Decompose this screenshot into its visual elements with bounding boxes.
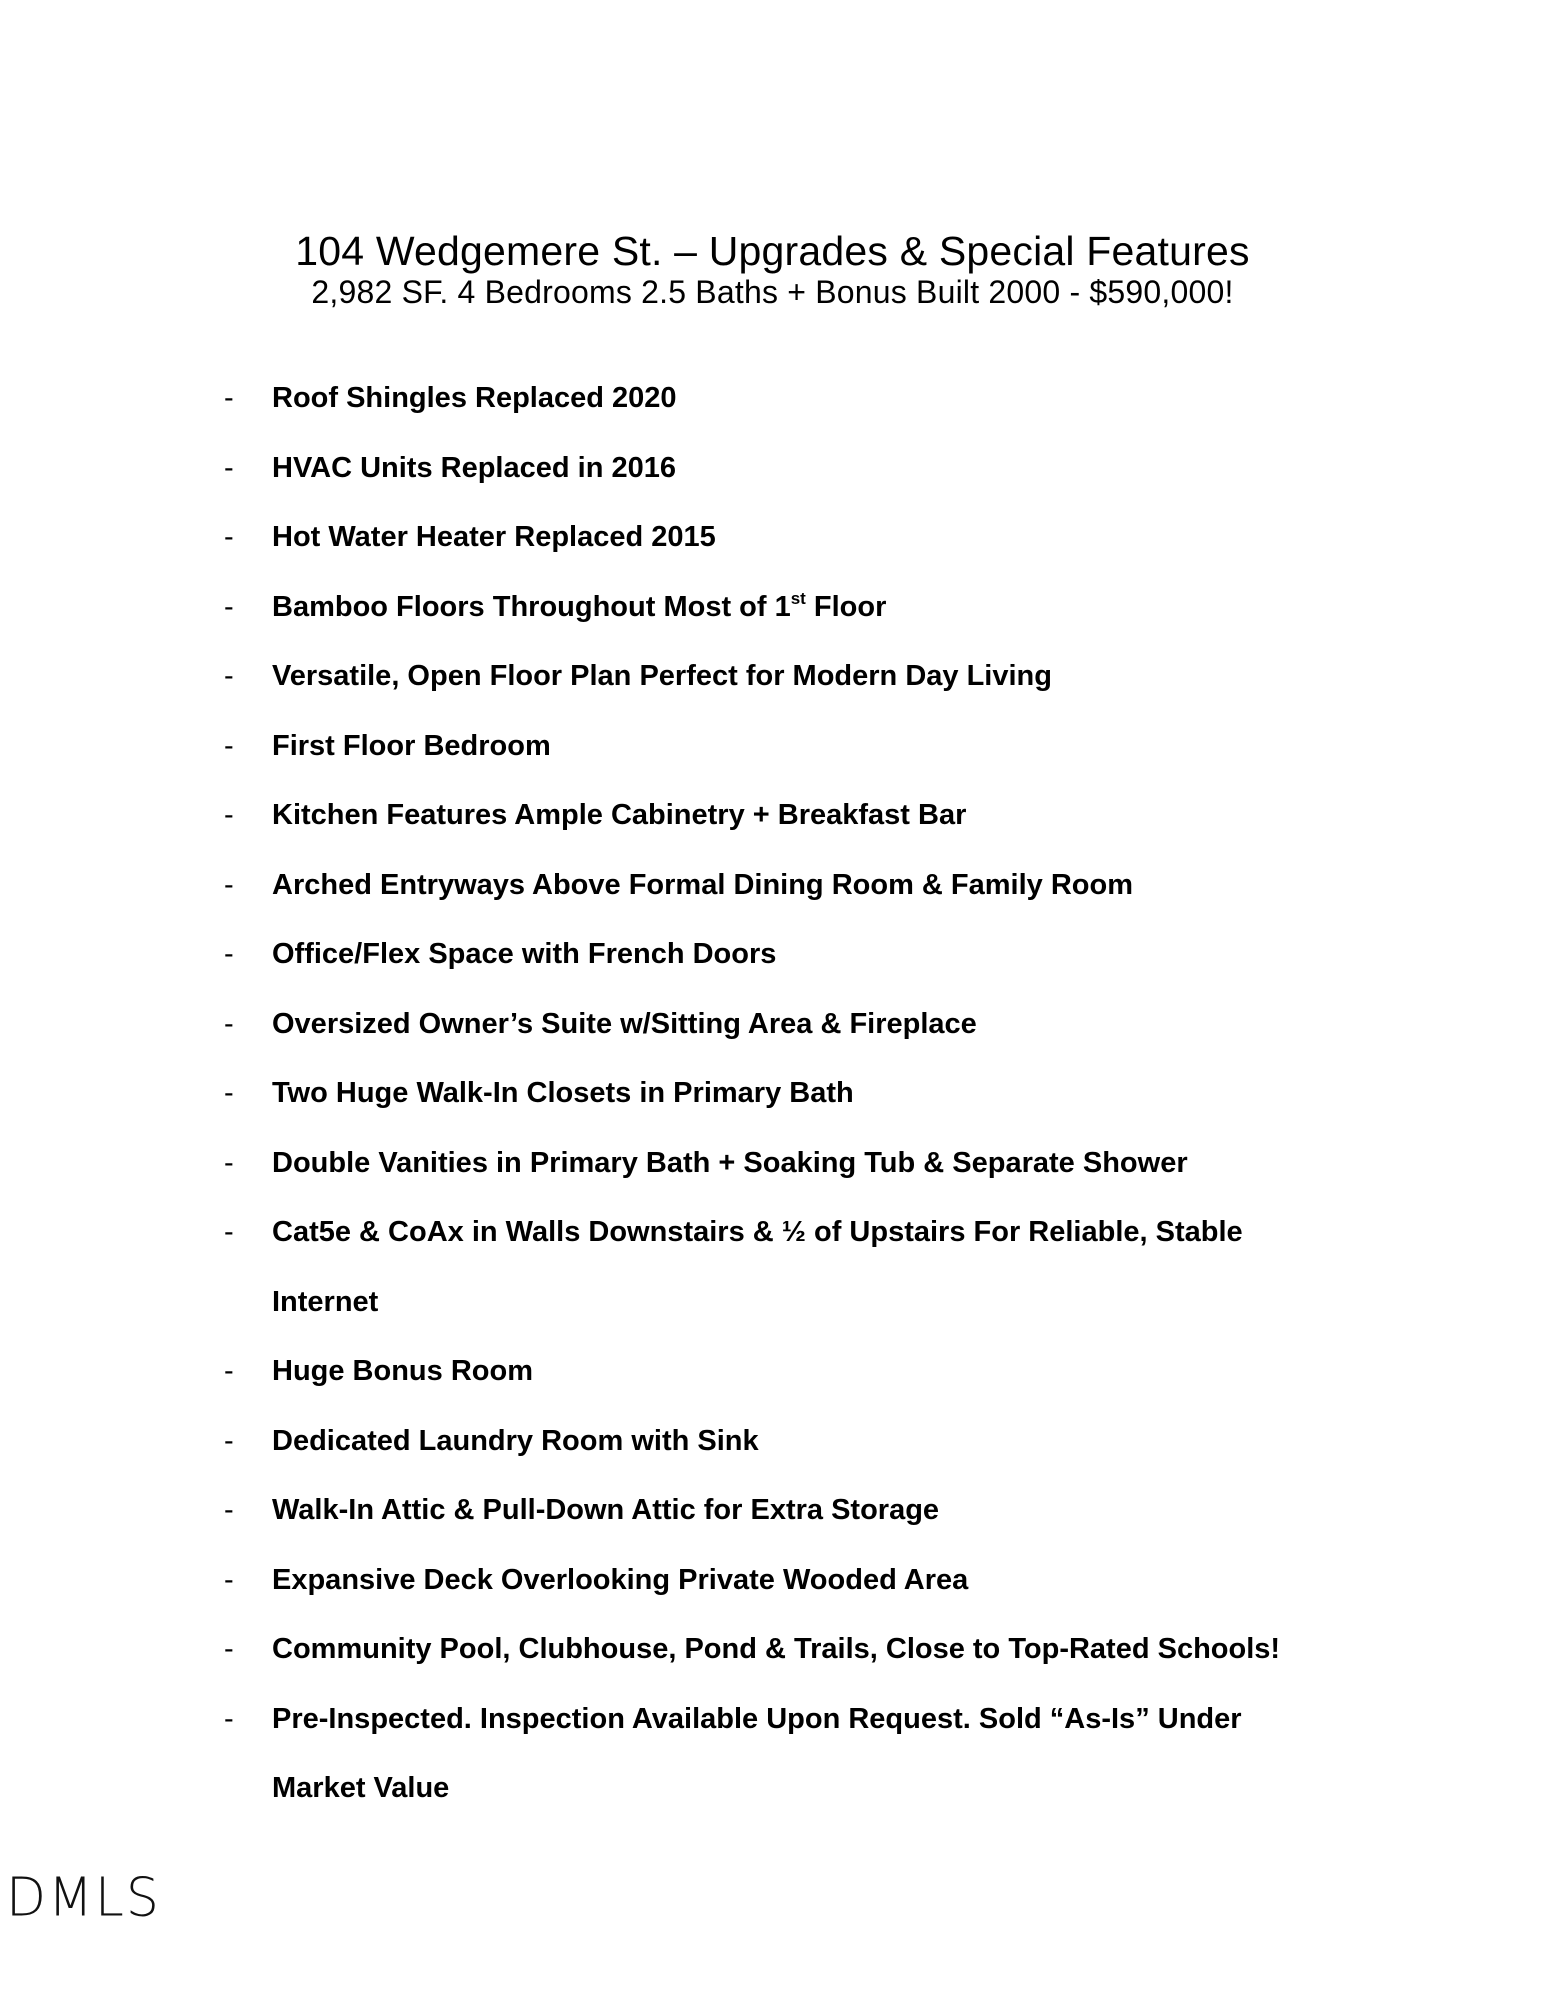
feature-text-main: First Floor Bedroom xyxy=(272,729,551,762)
feature-text xyxy=(272,1490,939,1530)
feature-item xyxy=(0,795,1545,865)
feature-text-main: Office/Flex Space with French Doors xyxy=(272,938,777,970)
feature-text xyxy=(272,934,776,974)
feature-item xyxy=(0,448,1545,518)
feature-text-main: Two Huge Walk-In Closets in Primary Bath xyxy=(272,1077,854,1109)
feature-text-main: HVAC Units Replaced in 2016 xyxy=(272,451,676,484)
feature-text xyxy=(272,1073,854,1113)
feature-item xyxy=(0,587,1545,657)
feature-text xyxy=(272,587,886,627)
feature-text-main: Versatile, Open Floor Plan Perfect for Modern Day Living xyxy=(272,660,1052,692)
feature-text xyxy=(272,378,677,418)
feature-text xyxy=(272,1212,1243,1252)
feature-text-main: Dedicated Laundry Room with Sink xyxy=(272,1424,759,1457)
bullet-dash: - xyxy=(224,1146,234,1179)
feature-item xyxy=(0,865,1545,935)
feature-text xyxy=(272,865,1133,905)
feature-item xyxy=(0,1490,1545,1560)
bullet-dash: - xyxy=(224,938,234,970)
feature-text xyxy=(272,1768,449,1808)
feature-item xyxy=(0,1421,1545,1491)
feature-text-main: Oversized Owner’s Suite w/Sitting Area & Fireplace xyxy=(272,1007,977,1040)
feature-item xyxy=(0,1699,1545,1769)
feature-text-main: Arched Entryways Above Formal Dining Room & Family Room xyxy=(272,868,1134,901)
feature-text xyxy=(272,1282,378,1322)
feature-item xyxy=(0,1004,1545,1074)
feature-text xyxy=(272,795,966,835)
bullet-dash: - xyxy=(224,729,234,762)
feature-text xyxy=(272,1629,1280,1669)
feature-text-superscript: st xyxy=(790,588,806,608)
document-subtitle: 2,982 SF. 4 Bedrooms 2.5 Baths + Bonus Built 2000 - $590,000! xyxy=(311,274,1234,310)
feature-item-continuation xyxy=(0,1768,1545,1838)
bullet-dash: - xyxy=(224,1216,234,1248)
document-title: 104 Wedgemere St. – Upgrades & Special Features xyxy=(295,228,1250,274)
feature-item xyxy=(0,378,1545,448)
feature-item xyxy=(0,934,1545,1004)
bullet-dash: - xyxy=(224,451,234,484)
feature-text xyxy=(272,1004,977,1044)
feature-item xyxy=(0,517,1545,587)
feature-item xyxy=(0,1212,1545,1282)
feature-text xyxy=(272,448,676,488)
feature-item-continuation xyxy=(0,1282,1545,1352)
bullet-dash: - xyxy=(224,1563,234,1596)
bullet-dash: - xyxy=(224,1633,234,1665)
feature-text xyxy=(272,1699,1242,1739)
feature-text-main: Community Pool, Clubhouse, Pond & Trails, Close to Top-Rated Schools! xyxy=(272,1633,1281,1665)
feature-text-main: Kitchen Features Ample Cabinetry + Breakfast Bar xyxy=(272,799,967,831)
feature-text-main: Hot Water Heater Replaced 2015 xyxy=(272,521,716,553)
features-list xyxy=(0,378,1545,1838)
feature-item xyxy=(0,1629,1545,1699)
bullet-dash: - xyxy=(224,799,234,831)
feature-item xyxy=(0,656,1545,726)
feature-text xyxy=(272,726,551,766)
feature-text-main: Walk-In Attic & Pull-Down Attic for Extra Storage xyxy=(272,1494,940,1526)
bullet-dash: - xyxy=(224,660,234,692)
feature-item xyxy=(0,1143,1545,1213)
feature-text xyxy=(272,1143,1188,1183)
feature-item xyxy=(0,1351,1545,1421)
feature-text xyxy=(272,1560,968,1600)
feature-item xyxy=(0,726,1545,796)
bullet-dash: - xyxy=(224,1077,234,1109)
bullet-dash: - xyxy=(224,1355,234,1387)
feature-text-main: Cat5e & CoAx in Walls Downstairs & ½ of Upstairs For Reliable, Stable xyxy=(272,1216,1243,1248)
feature-text-main: Huge Bonus Room xyxy=(272,1355,533,1387)
bullet-dash: - xyxy=(224,590,234,623)
bullet-dash: - xyxy=(224,1702,234,1735)
feature-text xyxy=(272,517,716,557)
feature-item xyxy=(0,1560,1545,1630)
feature-text-after: Floor xyxy=(805,590,887,623)
feature-text-main: Bamboo Floors Throughout Most of 1 xyxy=(272,590,791,623)
bullet-dash: - xyxy=(224,1424,234,1457)
dmls-watermark: DMLS xyxy=(6,1867,161,1929)
bullet-dash: - xyxy=(224,1494,234,1526)
feature-text xyxy=(272,1421,759,1461)
feature-item xyxy=(0,1073,1545,1143)
bullet-dash: - xyxy=(224,868,234,901)
bullet-dash: - xyxy=(224,521,234,553)
bullet-dash: - xyxy=(224,382,234,414)
feature-text-main: Internet xyxy=(272,1285,379,1318)
bullet-dash: - xyxy=(224,1007,234,1040)
feature-text xyxy=(272,1351,533,1391)
feature-text xyxy=(272,656,1052,696)
feature-text-main: Expansive Deck Overlooking Private Wooded Area xyxy=(272,1563,969,1596)
feature-text-main: Double Vanities in Primary Bath + Soaking Tub & Separate Shower xyxy=(272,1146,1188,1179)
feature-text-main: Pre-Inspected. Inspection Available Upon Request. Sold “As-Is” Under xyxy=(272,1702,1242,1735)
feature-text-main: Roof Shingles Replaced 2020 xyxy=(272,382,677,414)
feature-text-main: Market Value xyxy=(272,1772,450,1804)
